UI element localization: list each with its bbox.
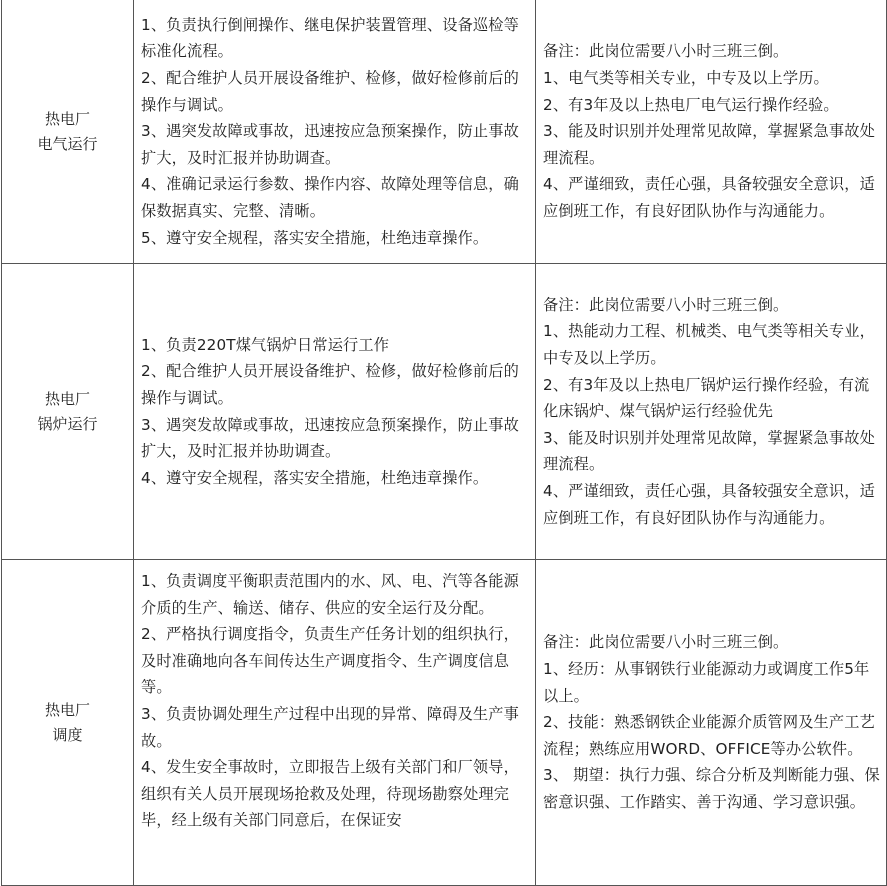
duty-item: 4、遵守安全规程，落实安全措施，杜绝违章操作。 <box>141 468 489 487</box>
requirements-cell <box>536 560 887 886</box>
duty-item: 1、负责调度平衡职责范围内的水、风、电、汽等各能源介质的生产、输送、储存、供应的安全运行及分配。 <box>141 572 519 617</box>
requirement-item: 3、能及时识别并处理常见故障，掌握紧急事故处理流程。 <box>543 428 875 474</box>
category-line: 热电厂 <box>44 700 90 719</box>
duty-item: 1、负责220T煤气锅炉日常运行工作 <box>141 335 390 354</box>
duty-item: 3、负责协调处理生产过程中出现的异常、障碍及生产事故。 <box>141 704 519 750</box>
duty-item: 5、遵守安全规程，落实安全措施，杜绝违章操作。 <box>141 228 489 247</box>
requirement-item: 2、有3年及以上热电厂锅炉运行操作经验，有流化床锅炉、煤气锅炉运行经验优先 <box>543 375 870 421</box>
requirement-item: 3、能及时识别并处理常见故障，掌握紧急事故处理流程。 <box>543 122 875 167</box>
requirement-item: 1、热能动力工程、机械类、电气类等相关专业，中专及以上学历。 <box>543 322 875 368</box>
requirement-item: 备注：此岗位需要八小时三班三倒。 <box>543 42 789 61</box>
requirements-cell <box>536 0 887 264</box>
table-row <box>2 560 887 886</box>
category-line: 热电厂 <box>44 109 90 128</box>
job-requirements-table <box>1 0 887 886</box>
category-cell <box>2 0 134 264</box>
requirement-item: 1、经历：从事钢铁行业能源动力或调度工作5年以上。 <box>543 660 870 705</box>
duties-cell <box>134 264 536 560</box>
category-line: 锅炉运行 <box>37 414 98 433</box>
requirement-item: 4、严谨细致，责任心强，具备较强安全意识，适应倒班工作，有良好团队协作与沟通能力。 <box>543 175 875 220</box>
table-row <box>2 0 887 264</box>
duty-item: 4、发生安全事故时，立即报告上级有关部门和厂领导，组织有关人员开展现场抢救及处理，待现场勘察处理完毕，经上级有关部门同意后，在保证安 <box>141 758 519 830</box>
duty-item: 1、负责执行倒闸操作、继电保护装置管理、设备巡检等标准化流程。 <box>141 15 519 61</box>
requirement-item: 1、电气类等相关专业，中专及以上学历。 <box>543 69 829 88</box>
requirement-item: 备注：此岗位需要八小时三班三倒。 <box>543 295 789 314</box>
duty-item: 3、遇突发故障或事故，迅速按应急预案操作，防止事故扩大，及时汇报并协助调查。 <box>141 415 519 461</box>
duty-item: 2、配合维护人员开展设备维护、检修，做好检修前后的操作与调试。 <box>141 362 519 407</box>
requirements-cell <box>536 264 887 560</box>
category-line: 热电厂 <box>44 389 90 408</box>
requirement-item: 2、技能：熟悉钢铁企业能源介质管网及生产工艺流程；熟练应用WORD、OFFICE等办公软件。 <box>543 713 875 758</box>
category-line: 调度 <box>52 725 83 744</box>
duty-item: 3、遇突发故障或事故，迅速按应急预案操作，防止事故扩大，及时汇报并协助调查。 <box>141 122 519 167</box>
category-line: 电气运行 <box>37 134 98 153</box>
category-cell <box>2 560 134 886</box>
duties-cell <box>134 0 536 264</box>
requirement-item: 2、有3年及以上热电厂电气运行操作经验。 <box>543 95 839 114</box>
duty-item: 2、配合维护人员开展设备维护、检修，做好检修前后的操作与调试。 <box>141 69 519 114</box>
requirement-item: 备注：此岗位需要八小时三班三倒。 <box>543 633 789 652</box>
table-row <box>2 264 887 560</box>
requirement-item: 4、严谨细致，责任心强，具备较强安全意识，适应倒班工作，有良好团队协作与沟通能力。 <box>543 481 875 527</box>
category-cell <box>2 264 134 560</box>
requirement-item: 3、 期望：执行力强、综合分析及判断能力强、保密意识强、工作踏实、善于沟通、学习意识强。 <box>543 766 880 811</box>
duty-item: 2、严格执行调度指令，负责生产任务计划的组织执行，及时准确地向各车间传达生产调度指令、生产调度信息等。 <box>141 625 519 697</box>
duty-item: 4、准确记录运行参数、操作内容、故障处理等信息，确保数据真实、完整、清晰。 <box>141 175 519 220</box>
duties-cell <box>134 560 536 886</box>
